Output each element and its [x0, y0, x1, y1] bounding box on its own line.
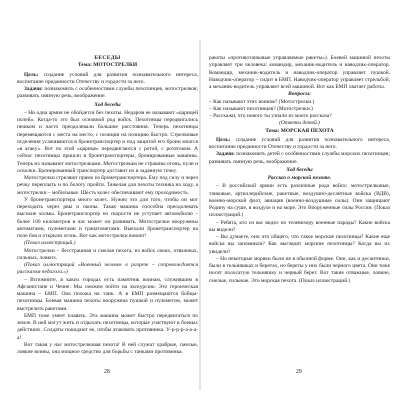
body-paragraph: – Но некоторые моряки были не в обычной форме. Они, как и десантники, были в тельняшках и беретах, но береты у них были черного цвета. Они тоже носят полосатую тельняшку и черный берет. Вот такие отважные, ловкие, смелые, сильные. Это морская пехота. (Показ иллюстраций.)	[209, 255, 390, 284]
question-item: – Как называют этих воинов? (Мотострелки.)	[209, 98, 315, 105]
goal-paragraph	[17, 72, 198, 87]
body-paragraph: Мотострелки – бесстрашная и смелая пехота, из войск своих, отважных, сильных, ловких.	[17, 247, 198, 261]
tasks-label: Задачи:	[24, 86, 43, 92]
italic-note: (Показ иллюстраций «Военный человек в разрезе – сопровождается рассказом педагога.»)	[17, 262, 198, 276]
tasks-text: познакомить с особенностями службы пехотинцев, мотострелков; развивать связную речь, воображение.	[17, 86, 198, 100]
topic-line	[17, 62, 198, 69]
topic-title: МОРСКАЯ ПЕХОТА	[280, 127, 334, 134]
section-heading: БЕСЕДЫ	[94, 55, 121, 61]
course-heading: Ход беседы	[94, 101, 121, 108]
page-number-left: 28	[104, 369, 110, 375]
body-paragraph: – Ребята, кто из вас видел по телевизору военные парады? Какие войска вы видели?	[209, 219, 390, 233]
page-number-right: 29	[296, 369, 302, 375]
course-heading: Ход беседы	[286, 166, 313, 173]
body-paragraph: – В российской армии есть различные рода войск: мотострелковые, танковые, артиллерийские, ракетные, воздушно-десантные войска (ВДВ), военно-морской флот, авиация (военно-воздушные силы). Они защищают Родину на суше, в воздухе и на море. Это Вооруженные силы России. (Показ иллюстраций.)	[209, 183, 390, 219]
body-paragraph: Мотострелки стреляют прямо из бронетранспортера. Ему под силу и через речку переплыть и по болоту пройти. Тяжелая для пехоты техника на ходу, а мотострелки – мобильные. Шесть колес обеспечивают ему проходимость.	[17, 175, 198, 196]
question-item: – Расскажи, что нового ты узнали из моего рассказа?	[209, 113, 332, 119]
goal-label: Цель:	[216, 136, 231, 143]
story-heading: Рассказ о морской пехоте.	[267, 175, 332, 181]
topic-line	[209, 128, 390, 135]
topic-prefix: Тема:	[77, 62, 92, 69]
tasks-text: познакомить детей с особенностями службы морских пехотинцев; развивать связную речь, воображение.	[209, 151, 390, 165]
illustration-caption: (Показ иллюстраций.)	[24, 240, 76, 247]
topic-prefix: Тема:	[265, 127, 280, 134]
goal-text: создание условий для развития познавательного интереса, воспитание преданности Отечеству и гордости за него.	[17, 71, 198, 85]
body-paragraph: Вот такая у нас мотострелковая пехота! В ней служат храбрые, смелые, ловкие воины, она мощное средство для борьбы с танками противника.	[17, 341, 198, 355]
goal-label: Цель:	[24, 71, 39, 78]
body-paragraph: БМП тоже умеет плавать. Эта машина может быстро передвигаться по земле. В ней могут жить и отдыхать пехотинцы, которые участвуют в боевых действиях. Солдаты покидают ее, чтобы атаковать противника. У-р-р-р-а-а-а-а!	[17, 312, 198, 341]
right-page	[209, 55, 390, 385]
tasks-paragraph	[209, 151, 390, 166]
book-gutter	[199, 40, 201, 390]
questions-heading: Вопросы:	[288, 91, 311, 98]
goal-text: создание условий для развития познавательного интереса, воспитание преданности Отечеству и гордости за него.	[209, 136, 390, 150]
body-paragraph: ракеты «противотанковые управляемые ракеты»). Боевой машиной пехоты управляет три человека: командир, механик-водитель и наводчик-оператор. Командир, механик-водитель и наводчик-оператор управляет пушкой. Наводчик-оператор – сидит в БМП. Наводчик-оператор управляет стрельбой, а механик-водитель управляет всей машиной. Вот как БМП хватает работы.	[209, 55, 390, 90]
left-page	[17, 55, 198, 385]
body-paragraph: У бронетранспортера много колес. Нужно это для того, чтобы он мог переходить через рвы и окопы. Такая машина способна преодолевать высокие холмы. Бронетранспортер по скорости не уступает автомобилю – более 100 километров в час может он развивать. Мотострелки вооружены автоматами, пулеметами и гранатометами. Выехали бронетранспортер на поле боя и открыли огонь. Вот как мотострелки воюют!	[17, 196, 198, 239]
topic-title: МОТОСТРЕЛКИ	[93, 62, 138, 69]
body-paragraph: – Ни одна армия не обойдется без пехоты. Недаром ее называют «царицей полей». Когда-то это был основной род войск. Пехотинцы передвигались пешком и часто преодолевали большие расстояния. Теперь пехотинцы перемещаются с места на место, с позиции на позицию быстро. Стрелковые отделения усаживаются в бронетранспортер и под защитой его брони мчатся «в атаку». Вот по этой «царице» передвигаются с ротой, с ротатоком. А сейчас пехотинцы пришли в бронетранспортеры, бронированные машины. Теперь их называют мотострелками. Мотострелкам не страшны огонь, пули и осколки. Бронированный транспортер доставит их в заданную точку.	[17, 109, 198, 174]
body-paragraph: – Вспомните, в каких городах есть памятник воинам, служившим в Афганистане и Чечне. Мы сможем пойти на экскурсию. Это героическая машина – БМП. Она похожа на танк. А в БМП размещаются бойцы-пехотинцы. Боевая машина пехоты вооружена пушкой и пулеметом, может выстрелить ракетами.	[17, 276, 198, 312]
body-paragraph: – Вы думаете, они что общего, что такое морские пехотинцы? Какие еще войска вы запомнили? Как выглядят морские пехотинцы? Когда вы их увидели?	[209, 234, 390, 255]
answers-note: (Ответы детей.)	[279, 120, 320, 127]
goal-paragraph	[209, 137, 390, 152]
tasks-label: Задачи:	[216, 151, 235, 158]
tasks-paragraph	[17, 86, 198, 101]
question-item: – Как называют пехотинцев? (Мотострелки.)	[209, 105, 313, 112]
